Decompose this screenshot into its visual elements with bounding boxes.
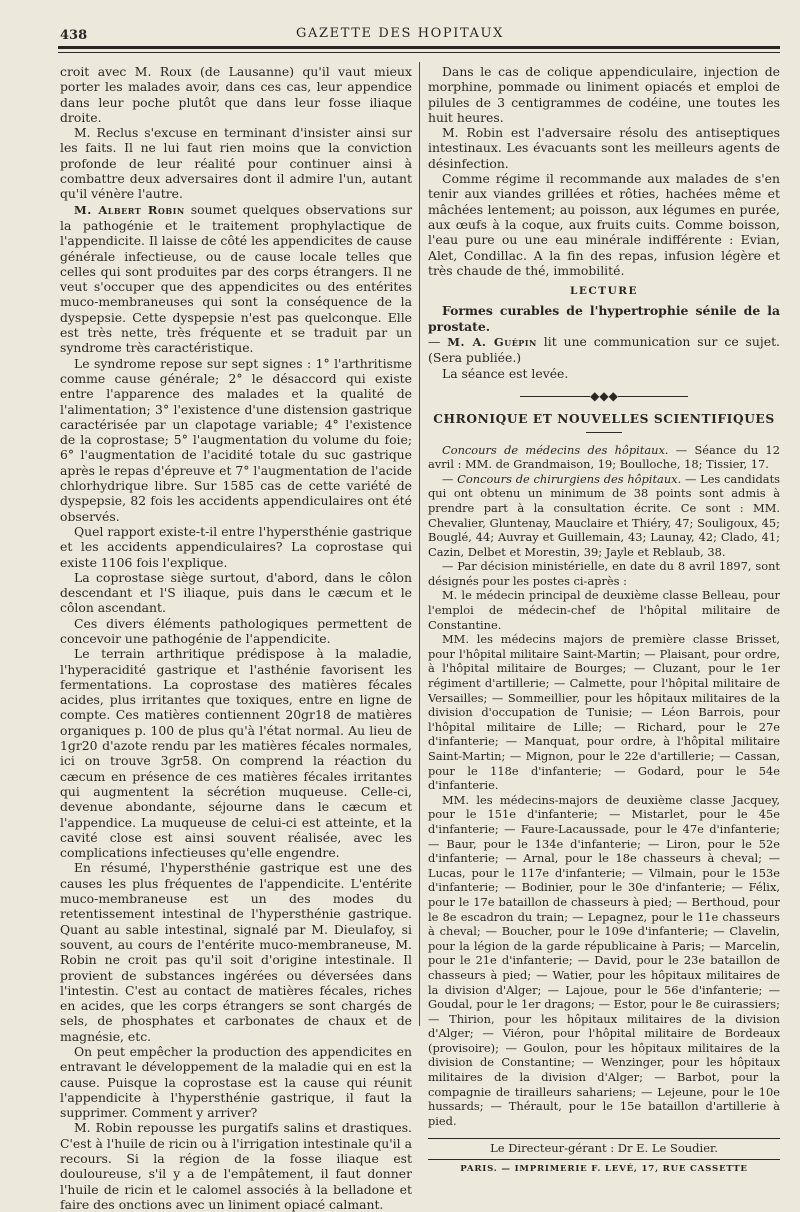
dash: — [442, 471, 458, 486]
news-item: MM. les médecins majors de première classe Brisset, pour l'hôpital militaire Saint-Martin; — Plaisant, pour ordre, à l'hôpital militaire de Bourges; — Cluzant, pour le 1er régiment d'artillerie; — Calmette, pour l'hôpital militaire de Versailles; — Sommeillier, pour les hôpitaux militaires de la division d'occupation de Tunisie; — Léon Barrois, pour l'hôpital militaire de Lille; — Richard, pour le 27e d'infanterie; — Manquat, pour ordre, à l'hôpital militaire Saint-Martin; — Mignon, pour le 22e d'artillerie; — Cassan, pour le 118e d'infanterie; — Godard, pour le 54e d'infanterie. [428, 632, 780, 793]
left-column [60, 64, 412, 1212]
column-divider [419, 62, 420, 1026]
paragraph: La séance est levée. [442, 365, 569, 381]
lecture-title: Formes curables de l'hypertrophie sénile de la prostate. [428, 303, 780, 334]
paragraph: Le syndrome repose sur sept signes : 1° l'arthritisme comme cause générale; 2° le désaccord qui existe entre l'apparence des malades et la qualité de l'alimentation; 3° l'existence d'une distension gastrique caractérisée par un clapotage variable; 4° l'existence de la coprostase; 5° l'augmentation du volume du foie; 6° l'augmentation de l'acidité totale du suc gastrique après le repas d'épreuve et 7° l'augmentation de l'acide chlorhydrique libre. Sur 1585 cas de cette variété de dyspepsie, 82 fois les accidents appendiculaires ont été observés. [60, 355, 412, 524]
news-item [428, 443, 780, 472]
lecture-paragraph [428, 334, 780, 366]
right-column [428, 64, 780, 1177]
printer-line: PARIS. — IMPRIMERIE F. LEVÉ, 17, RUE CASSETTE [460, 1163, 748, 1174]
paragraph: Quel rapport existe-t-il entre l'hypersthénie gastrique et les accidents appendiculaires? La coprostase qui existe 1106 fois l'explique. [60, 523, 412, 570]
news-item: M. le médecin principal de deuxième classe Belleau, pour l'emploi de médecin-chef de l'hôpital militaire de Constantine. [428, 588, 780, 632]
lecture-heading: LECTURE [570, 285, 638, 298]
news-item: MM. les médecins-majors de deuxième classe Jacquey, pour le 151e d'infanterie; — Mistarlet, pour le 45e d'infanterie; — Faure-Lacaussade, pour le 47e d'infanterie; — Baur, pour le 134e d'infanterie; — Liron, pour le 52e d'infanterie; — Arnal, pour le 18e chasseurs à cheval; — Lucas, pour le 117e d'infanterie; — Vilmain, pour le 153e d'infanterie; — Bodinier, pour le 30e d'infanterie; — Félix, pour le 17e bataillon de chasseurs à pied; — Berthoud, pour le 8e escadron du train; — Lepagnez, pour le 11e chasseurs à cheval; — Boucher, pour le 109e d'infanterie; — Clavelin, pour la légion de la garde républicaine à Paris; — Marcelin, pour le 21e d'infanterie; — David, pour le 23e bataillon de chasseurs à pied; — Watier, pour les hôpitaux militaires de la division d'Alger; — Lajoue, pour le 56e d'infanterie; — Goudal, pour le 1er dragons; — Estor, pour le 8e cuirassiers; — Thirion, pour les hôpitaux militaires de la division d'Alger; — Viéron, pour l'hôpital militaire de Bordeaux (provisoire); — Goulon, pour les hôpitaux militaires de la division de Constantine; — Wenzinger, pour les hôpitaux militaires de la division d'Alger; — Barbot, pour la compagnie de tirailleurs sahariens; — Lejeune, pour le 10e hussards; — Thérault, pour le 15e bataillon d'artillerie à pied. [428, 792, 780, 1128]
page-number: 438 [60, 28, 88, 43]
news-item-text: — Les candidats qui ont obtenu un minimum de 38 points sont admis à prendre part à la consultation écrite. Ce sont : MM. Chevalier, Gluntenay, Mauclaire et Thiéry, 47; Souligoux, 45; Bouglé, 44; Auvray et Guillemain, 43; Launay, 42; Clado, 41; Cazin, Delbet et Morestin, 39; Jayle et Reblaub, 38. [428, 471, 780, 559]
chronique-body [428, 443, 780, 1129]
paragraph: Dans le cas de colique appendiculaire, injection de morphine, pommade ou liniment opiacés et emploi de pilules de 3 centigrammes de codéine, une toutes les huit heures. [428, 64, 780, 125]
director-line: Le Directeur-gérant : Dr E. Le Soudier. [490, 1141, 718, 1156]
header-rule-thin [58, 52, 780, 53]
chronique-heading: CHRONIQUE ET NOUVELLES SCIENTIFIQUES [433, 412, 775, 427]
footer-rule-2 [428, 1159, 780, 1160]
dash: — [428, 334, 448, 350]
speaker-name: M. A. Guépin [447, 335, 537, 350]
news-item-text: — Séance du 12 avril : MM. de Grandmaison, 19; Boulloche, 18; Tissier, 17. [428, 442, 780, 472]
news-item-title: Concours de médecins des hôpitaux. [442, 442, 669, 457]
paragraph: M. Robin est l'adversaire résolu des antiseptiques intestinaux. Les évacuants sont les meilleurs agents de désinfection. [428, 125, 780, 171]
paragraph: Comme régime il recommande aux malades de s'en tenir aux viandes grillées et rôties, hachées même et mâchées lentement; au poisson, aux légumes en purée, aux œufs à la coque, aux fruits cuits. Comme boisson, l'eau pure ou une eau minérale indifférente : Evian, Alet, Condillac. A la fin des repas, infusion légère et très chaude de thé, immobilité. [428, 171, 780, 278]
running-title: GAZETTE DES HOPITAUX [296, 26, 504, 41]
news-item [428, 472, 780, 560]
paragraph: En résumé, l'hypersthénie gastrique est une des causes les plus fréquentes de l'appendicite. L'entérite muco-membraneuse est un des modes du retentissement intestinal de l'hypersthénie gastrique. Quant au sable intestinal, signalé par M. Dieulafoy, si souvent, au cours de l'entérite muco-membraneuse, M. Robin ne croit pas qu'il soit d'origine intestinale. Il provient de substances ingérées ou déversées dans l'intestin. C'est au contact de matières fécales, riches en acides, que les corps étrangers se sont chargés de sels, de phosphates et carbonates de chaux et de magnésie, etc. [60, 860, 412, 1044]
paragraph: Ces divers éléments pathologiques permettent de concevoir une pathogénie de l'appendicite. [60, 615, 412, 646]
header-rule [58, 46, 780, 49]
paragraph: M. Reclus s'excuse en terminant d'insister ainsi sur les faits. Il ne lui faut rien moins que la conviction profonde de leur réalité pour continuer ainsi à combattre deux adversaires dont il admire l'un, autant qu'il vénère l'autre. [60, 125, 412, 202]
paragraph: La coprostase siège surtout, d'abord, dans le côlon descendant et l'S iliaque, puis dans le cæcum et le côlon ascendant. [60, 569, 412, 616]
paragraph-text: lit une communication sur ce sujet. (Sera publiée.) [428, 334, 780, 366]
paragraph-text: soumet quelques observations sur la pathogénie et le traitement prophylactique de l'appendicite. Il laisse de côté les appendicites de cause générale infectieuse, ou de cause locale telles que celles qui sont produites par des corps étrangers. Il ne veut s'occuper que des appendicites ou des entérites muco-membraneuses qui sont la conséquence de la dyspepsie. Cette dyspepsie n'est pas quelconque. Elle est très nette, très fréquente et se traduit par un syndrome très caractéristique. [60, 201, 413, 356]
paragraph: M. Robin repousse les purgatifs salins et drastiques. C'est à l'huile de ricin ou à l'irrigation intestinale qu'il a recours. Si la région de la fosse iliaque est douloureuse, s'il y a de l'empâtement, il faut donner l'huile de ricin et le calomel associés à la belladone et faire des onctions avec un liniment opiacé calmant. [60, 1120, 412, 1212]
short-rule [586, 432, 622, 433]
paragraph: Le terrain arthritique prédispose à la maladie, l'hyperacidité gastrique et l'asthénie favorisent les fermentations. La coprostase des matières fécales acides, plus irritantes que toxiques, entre en ligne de compte. Ces matières contiennent 20gr18 de matières organiques p. 100 de plus qu'à l'état normal. Au lieu de 1gr20 d'azote rendu par les matières fécales normales, ici on trouve 3gr58. On comprend la réaction du cæcum en présence de ces matières fécales irritantes qui augmentent la sécrétion muqueuse. Celle-ci, devenue abondante, séjourne dans le cæcum et l'appendice. La muqueuse de celui-ci est atteinte, et la cavité close est ainsi souvent réalisée, avec les complications infectieuses qu'elle engendre. [60, 646, 412, 861]
paragraph [60, 202, 412, 356]
news-item-title: Concours de chirurgiens des hôpitaux. [457, 471, 682, 486]
speaker-name: M. Albert Robin [74, 202, 185, 217]
ornamental-divider: ◆◆◆ [428, 389, 780, 404]
paragraph: croit avec M. Roux (de Lausanne) qu'il vaut mieux porter les malades avoir, dans ces cas, leur appendice dans leur poche plutôt que dans leur fosse iliaque droite. [60, 64, 412, 125]
paragraph: On peut empêcher la production des appendicites en entravant le développement de la maladie qui en est la cause. Puisque la coprostase est la cause qui réunit l'appendicite à l'hypersthénie gastrique, il faut la supprimer. Comment y arriver? [60, 1044, 412, 1121]
news-item: — Par décision ministérielle, en date du 8 avril 1897, sont désignés pour les postes ci-après : [428, 559, 780, 588]
